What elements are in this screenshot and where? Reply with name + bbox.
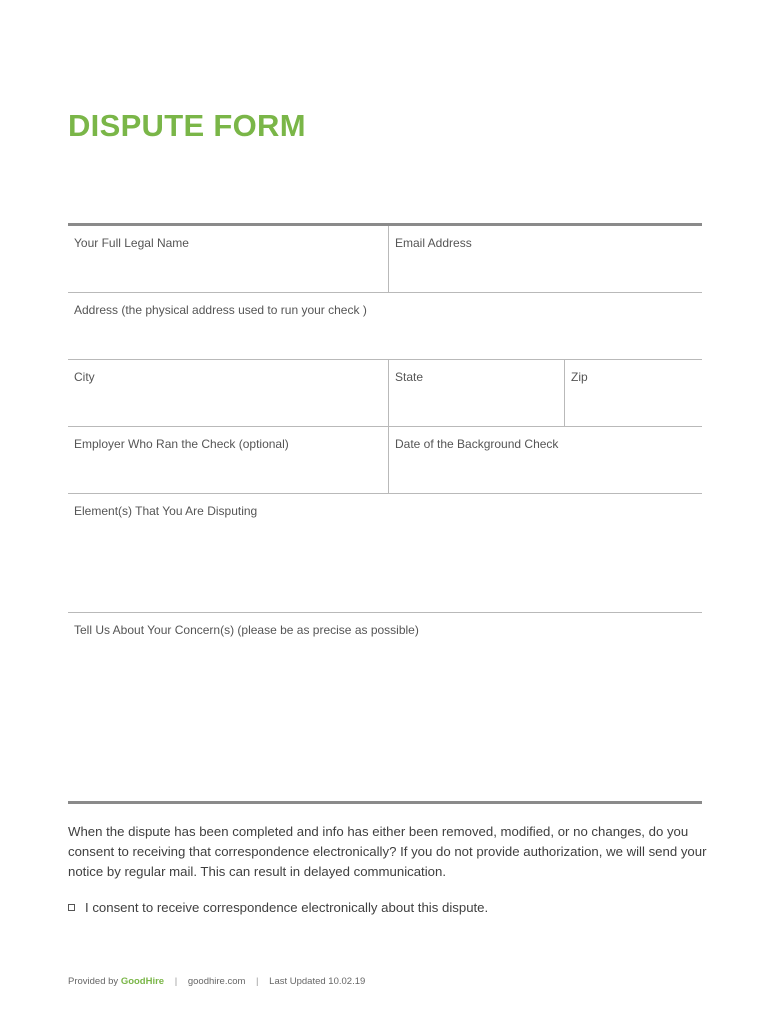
consent-question: When the dispute has been completed and info has either been removed, modified, or no changes, do you consent to receiving that correspondence electronically? If you do not provide authorization, we will send your notice by regular mail. This can result in delayed communication. — [68, 824, 707, 879]
form-row-elements — [68, 494, 702, 613]
zip-field[interactable] — [564, 360, 702, 426]
consent-row — [68, 900, 488, 915]
elements-label: Element(s) That You Are Disputing — [74, 504, 258, 518]
check-date-field[interactable] — [388, 427, 702, 493]
employer-field[interactable] — [68, 427, 388, 493]
form-row-address — [68, 293, 702, 360]
address-label: Address (the physical address used to run your check ) — [74, 303, 367, 317]
full-name-field[interactable] — [68, 226, 388, 292]
consent-checkbox[interactable] — [68, 904, 75, 911]
email-field[interactable] — [388, 226, 702, 292]
address-field[interactable] — [68, 293, 702, 359]
check-date-label: Date of the Background Check — [395, 437, 559, 451]
concern-field[interactable] — [68, 613, 702, 801]
provided-by-text: Provided by — [68, 976, 119, 987]
form-row-concern — [68, 613, 702, 804]
city-label: City — [74, 370, 95, 384]
page-footer — [68, 976, 365, 987]
elements-field[interactable] — [68, 494, 702, 612]
email-label: Email Address — [395, 236, 472, 250]
full-name-label: Your Full Legal Name — [74, 236, 189, 250]
concern-label: Tell Us About Your Concern(s) (please be as precise as possible) — [74, 623, 419, 637]
form-title: DISPUTE FORM — [68, 108, 306, 143]
state-field[interactable] — [388, 360, 564, 426]
footer-separator: | — [174, 976, 178, 987]
footer-separator: | — [256, 976, 259, 987]
state-label: State — [395, 370, 424, 384]
dispute-form — [68, 223, 702, 804]
form-row-name-email — [68, 226, 702, 293]
zip-label: Zip — [571, 370, 588, 384]
last-updated: Last Updated 10.02.19 — [269, 976, 366, 987]
website-link[interactable]: goodhire.com — [187, 976, 246, 987]
city-field[interactable] — [68, 360, 388, 426]
brand-name: GoodHire — [120, 976, 165, 987]
form-row-employer-date — [68, 427, 702, 494]
form-row-city-state-zip — [68, 360, 702, 427]
consent-label: I consent to receive correspondence electronically about this dispute. — [85, 900, 489, 915]
employer-label: Employer Who Ran the Check (optional) — [74, 437, 289, 451]
